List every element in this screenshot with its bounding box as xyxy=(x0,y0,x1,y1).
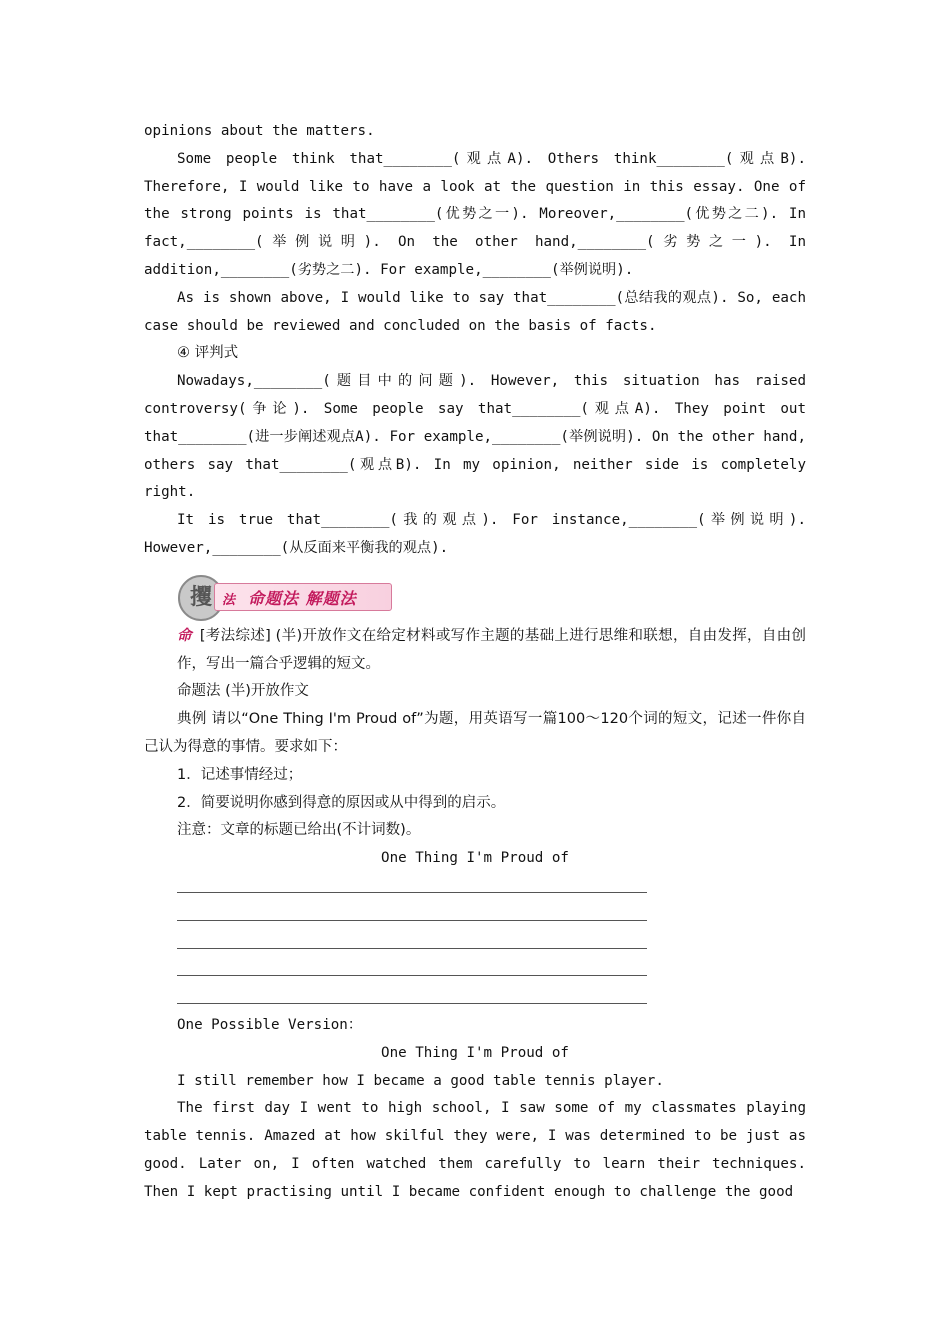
answer-blank-line xyxy=(144,956,806,984)
paragraph: 命题法 (半)开放作文 xyxy=(177,683,309,700)
section-banner xyxy=(144,569,806,627)
paragraph: opinions about the matters. xyxy=(144,123,375,139)
paragraph: Some people think that________(观点A). Others think________(观点B). Therefore, I would like to have a look at the question in this essay. One of the strong points is that________(优势之一). Moreover,________(优势之二). In fact,________(举例说明). On the other hand,________(劣势之一). In addition,________(劣势之二). For example,________(举例说明). xyxy=(144,150,806,278)
banner-emblem-icon: 攫 xyxy=(178,575,224,621)
paragraph: As is shown above, I would like to say that________(总结我的观点). So, each case should be reviewed and concluded on the basis of facts. xyxy=(144,289,806,334)
section-example-question xyxy=(144,678,806,873)
paragraph: 2．简要说明你感到得意的原因或从中得到的启示。 xyxy=(177,794,506,811)
paragraph: ④ 评判式 xyxy=(177,345,239,362)
answer-blank-line xyxy=(144,984,806,1012)
section-writing-templates xyxy=(144,118,806,563)
answer-blank-line xyxy=(144,929,806,957)
banner-title: 命题法 解题法 xyxy=(248,588,357,608)
paragraph: 注意：文章的标题已给出(不计词数)。 xyxy=(177,822,421,839)
exam-overview-text: [考法综述] (半)开放作文在给定材料或写作主题的基础上进行思维和联想，自由发挥，自由创作，写出一篇合乎逻辑的短文。 xyxy=(177,627,807,672)
exam-overview xyxy=(144,623,806,679)
paragraph: It is true that________(我的观点). For instance,________(举例说明). However,________(从反面来平衡我的观点). xyxy=(144,512,806,556)
paragraph: One Thing I'm Proud of xyxy=(381,850,569,867)
document-page xyxy=(144,118,806,1206)
answer-lines xyxy=(144,873,806,1012)
answer-blank-line xyxy=(144,901,806,929)
paragraph: 典例 请以“One Thing I'm Proud of”为题，用英语写一篇100～120个词的短文，记述一件你自己认为得意的事情。要求如下： xyxy=(144,711,806,755)
paragraph: The first day I went to high school, I saw some of my classmates playing table tennis. Amazed at how skilful they were, I was determined to be just as good. Later on, I often watched them carefully to learn their techniques. Then I kept practising until I became confident enough to challenge the good xyxy=(144,1100,806,1200)
banner-mini-label: 法 xyxy=(222,592,236,608)
paragraph: Nowadays,________(题目中的问题). However, this situation has raised controversy(争论). Some people say that________(观点A). They point out that________(进一步阐述观点A). For example,________(举例说明). On the other hand, others say that________(观点B). In my opinion, neither side is completely right. xyxy=(144,373,806,501)
section-model-essay xyxy=(144,1012,806,1207)
paragraph: 1．记述事情经过； xyxy=(177,766,303,783)
paragraph: I still remember how I became a good table tennis player. xyxy=(177,1072,664,1089)
exam-tag-icon: 命 xyxy=(177,627,192,644)
paragraph: One Possible Version： xyxy=(177,1016,363,1033)
answer-blank-line xyxy=(144,873,806,901)
paragraph: One Thing I'm Proud of xyxy=(381,1044,569,1061)
